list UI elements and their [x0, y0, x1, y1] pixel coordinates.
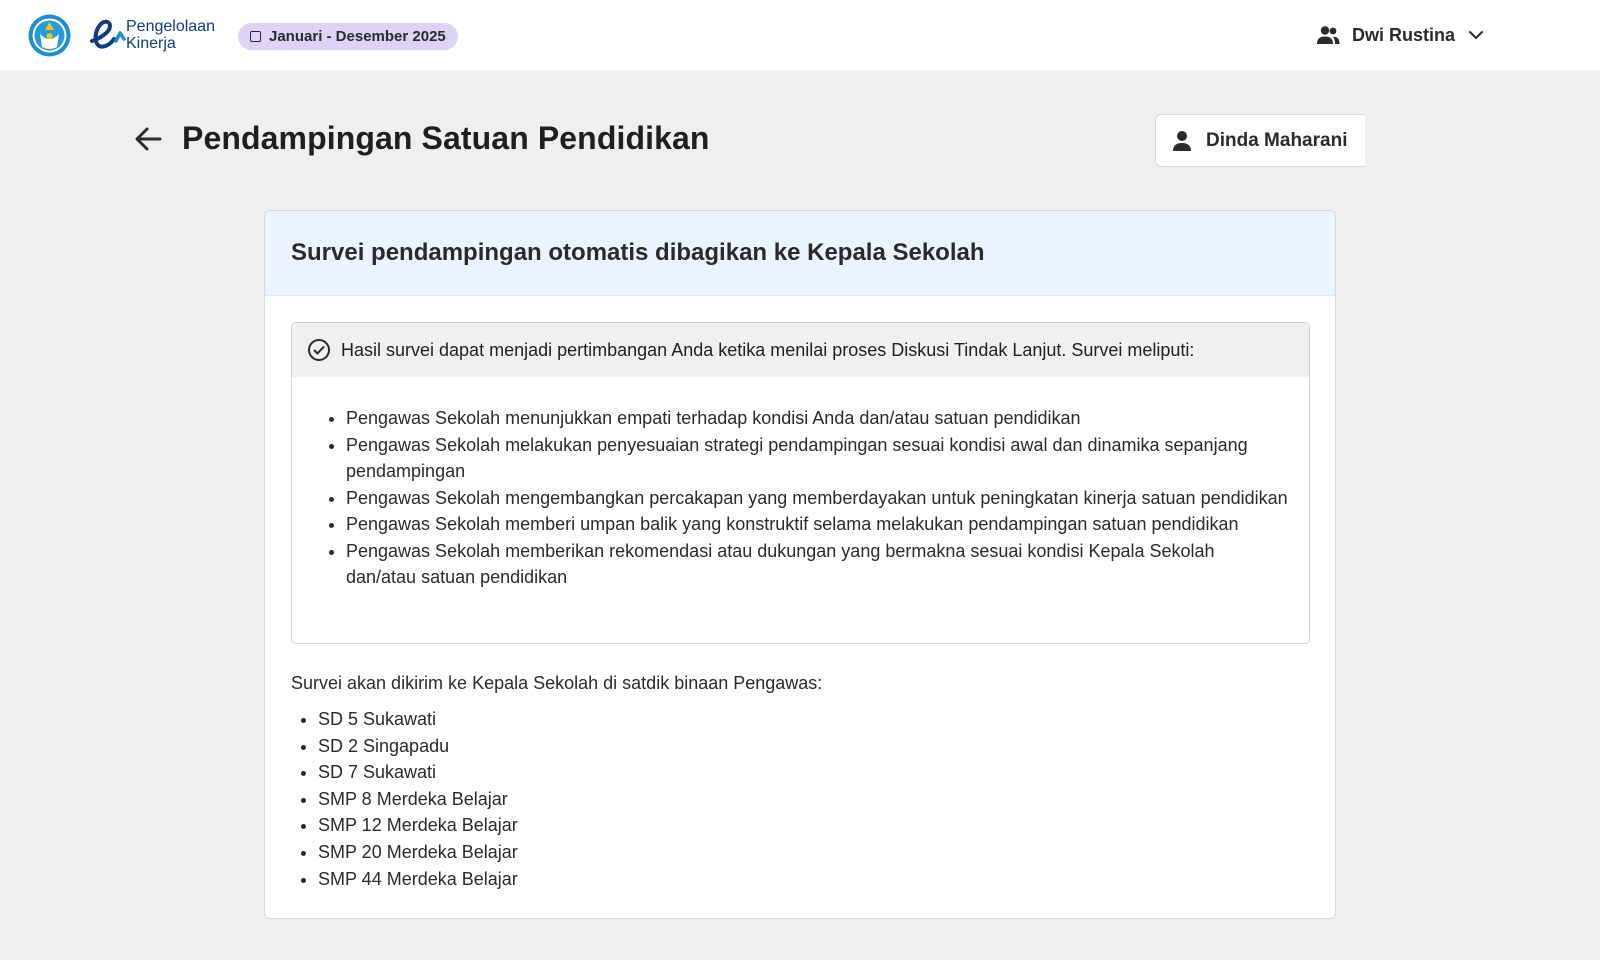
app-name-line2: Kinerja — [126, 35, 176, 52]
recipient-list — [291, 706, 518, 892]
person-icon — [1172, 130, 1192, 152]
page-title: Pendampingan Satuan Pendidikan — [182, 120, 710, 156]
users-icon — [1316, 25, 1340, 45]
criteria-list — [292, 377, 1309, 591]
chevron-down-icon — [1467, 26, 1485, 44]
recipient-item: • SMP 8 Merdeka Belajar — [318, 786, 518, 813]
card-header — [265, 211, 1335, 296]
survey-card — [264, 210, 1336, 919]
recipient-item: • SD 5 Sukawati — [318, 706, 518, 733]
info-intro: Hasil survei dapat menjadi pertimbangan Anda ketika menilai proses Diskusi Tindak Lanjut. Survei meliputi: — [341, 339, 1195, 360]
e-kinerja-logo-icon — [86, 15, 126, 55]
arrow-left-icon — [132, 123, 164, 155]
recipient-item: • SMP 44 Merdeka Belajar — [318, 866, 518, 893]
criteria-item: • Pengawas Sekolah memberi umpan balik yang konstruktif selama melakukan pendampingan satuan pendidikan — [346, 511, 1289, 538]
app-logo[interactable] — [86, 15, 215, 55]
criteria-item: • Pengawas Sekolah memberikan rekomendasi atau dukungan yang bermakna sesuai kondisi Kepala Sekolah dan/atau satuan pendidikan — [346, 538, 1289, 591]
recipient-item: • SMP 20 Merdeka Belajar — [318, 839, 518, 866]
survey-info-box — [291, 322, 1310, 644]
period-selector[interactable] — [238, 23, 458, 50]
back-button[interactable] — [130, 121, 166, 157]
period-label: Januari - Desember 2025 — [269, 28, 446, 45]
tut-wuri-handayani-logo[interactable] — [28, 14, 71, 57]
recipient-item: • SD 2 Singapadu — [318, 733, 518, 760]
recipient-item: • SMP 12 Merdeka Belajar — [318, 812, 518, 839]
criteria-item: • Pengawas Sekolah melakukan penyesuaian strategi pendampingan sesuai kondisi awal dan dinamika sepanjang pendampingan — [346, 432, 1289, 485]
criteria-item: • Pengawas Sekolah menunjukkan empati terhadap kondisi Anda dan/atau satuan pendidikan — [346, 405, 1289, 432]
user-menu[interactable] — [1316, 18, 1485, 52]
app-name — [126, 18, 215, 52]
app-name-line1: Pengelolaan — [126, 18, 215, 35]
recipient-item: • SD 7 Sukawati — [318, 759, 518, 786]
info-box-header — [292, 323, 1309, 377]
card-title: Survei pendampingan otomatis dibagikan ke Kepala Sekolah — [291, 239, 985, 266]
calendar-square-icon — [250, 31, 261, 42]
assessee-name: Dinda Maharani — [1206, 129, 1348, 151]
assessee-chip[interactable] — [1155, 114, 1365, 167]
top-bar — [0, 0, 1600, 70]
check-circle-icon — [307, 338, 331, 362]
user-name: Dwi Rustina — [1352, 24, 1456, 45]
recipients-intro: Survei akan dikirim ke Kepala Sekolah di satdik binaan Pengawas: — [291, 673, 823, 693]
criteria-item: • Pengawas Sekolah mengembangkan percakapan yang memberdayakan untuk peningkatan kinerja satuan pendidikan — [346, 485, 1289, 512]
